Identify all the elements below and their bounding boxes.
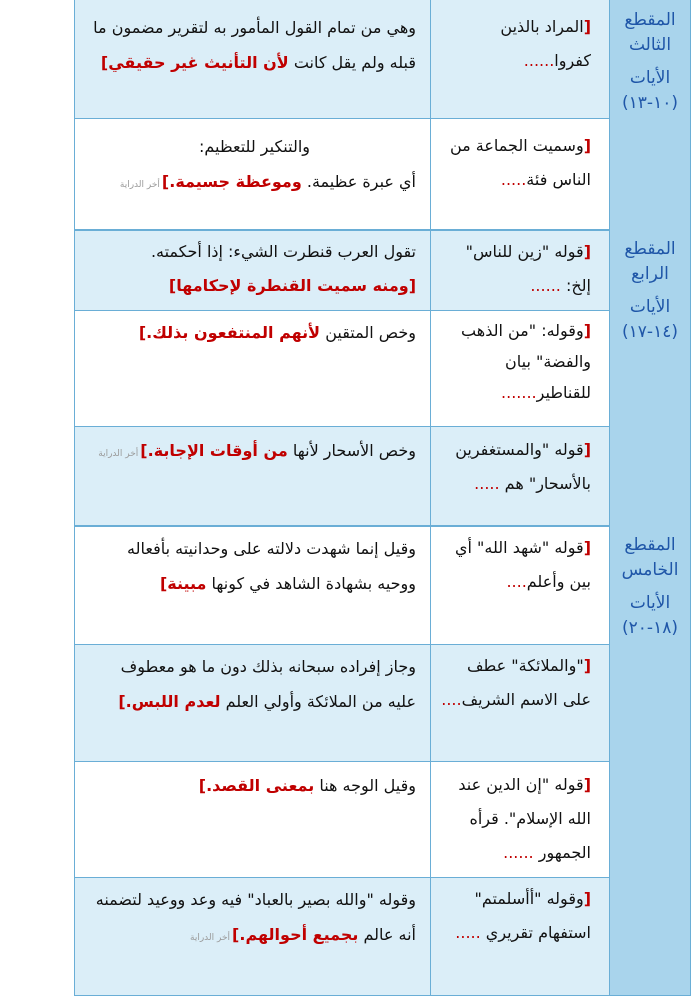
source-label: أخر الدراية (98, 449, 139, 459)
section-ordinal: الخامس (621, 560, 679, 580)
comment-cell: وجاز إفراده سبحانه بذلك دون ما هو معطوف عليه من الملائكة وأولي العلم لعدم اللبس.] (118, 657, 416, 711)
phrase-cell: [قوله "والمستغفرين بالأسحار" هم ..... (430, 427, 609, 525)
table-row (75, 644, 609, 761)
table-row (75, 525, 609, 644)
section-verse-range: (١٤-١٧) (622, 322, 678, 342)
phrase-cell: [المراد بالذين كفروا...... (430, 0, 609, 118)
section-verses-label: الأيات (629, 593, 671, 613)
section-verses-label: الأيات (629, 68, 671, 88)
phrase-cell: [قوله "زين للناس" إلخ: ...... (430, 231, 609, 310)
table-row (75, 229, 609, 310)
table-row (75, 761, 609, 877)
comment-cell: تقول العرب قنطرت الشيء: إذا أحكمته. [ومنه سميت القنطرة لإحكامها] (150, 242, 416, 295)
comment-cell: وهي من تمام القول المأمور به لتقرير مضمون ما قبله ولم يقل كانت لأن التأنيث غير حقيقي] (93, 18, 416, 72)
table-row (75, 877, 609, 995)
phrase-cell: [وسميت الجماعة من الناس فئة..... (430, 119, 609, 229)
phrase-cell: [قوله "شهد الله" أي بين وأعلم.... (430, 527, 609, 644)
comment-cell: وقيل الوجه هنا بمعنى القصد.] (198, 776, 416, 795)
section-verses-label: الأيات (629, 297, 671, 317)
table-row (75, 118, 609, 229)
comment-cell: والتنكير للتعظيم: أي عبرة عظيمة. وموعظة جسيمة.]أخر الدراية (119, 137, 416, 191)
comment-cell: وقيل إنما شهدت دلالته على وحدانيته بأفعاله ووحيه بشهادة الشاهد في كونها مبينة] (127, 539, 416, 593)
table-row (75, 426, 609, 525)
phrase-cell: [وقوله: "من الذهب والفضة" بيان للقناطير....... (430, 311, 609, 426)
source-label: أخر الدراية (119, 180, 160, 190)
section-verse-range: (١٨-٢٠) (622, 618, 678, 638)
section-title: المقطع (624, 10, 676, 30)
section-title: المقطع (624, 535, 676, 555)
comment-cell: وخص المتقين لأنهم المنتفعون بذلك.] (138, 323, 416, 342)
comparison-table (74, 0, 691, 996)
source-label: أخر الدراية (190, 933, 231, 943)
table-row (75, 310, 609, 426)
section-ordinal: الثالث (628, 35, 672, 55)
section-title: المقطع (624, 239, 676, 259)
section-verse-range: (١٠-١٣) (622, 93, 678, 113)
section-header-5 (609, 525, 691, 995)
section-header-4 (609, 229, 691, 525)
phrase-cell: ["والملائكة" عطف على الاسم الشريف.... (430, 645, 609, 761)
comment-cell: وقوله "والله بصير بالعباد" فيه وعد ووعيد لتضمنه أنه عالم بجميع أحوالهم.]أخر الدراية (95, 890, 416, 944)
table-row (75, 0, 609, 118)
phrase-cell: [وقوله "أأسلمتم" استفهام تقريري ..... (430, 878, 609, 995)
phrase-cell: [قوله "إن الدين عند الله الإسلام". قرأه الجمهور ...... (430, 762, 609, 877)
comment-cell: وخص الأسحار لأنها من أوقات الإجابة.]أخر الدراية (98, 441, 416, 460)
section-header-3 (609, 0, 691, 229)
section-ordinal: الرابع (631, 264, 669, 284)
